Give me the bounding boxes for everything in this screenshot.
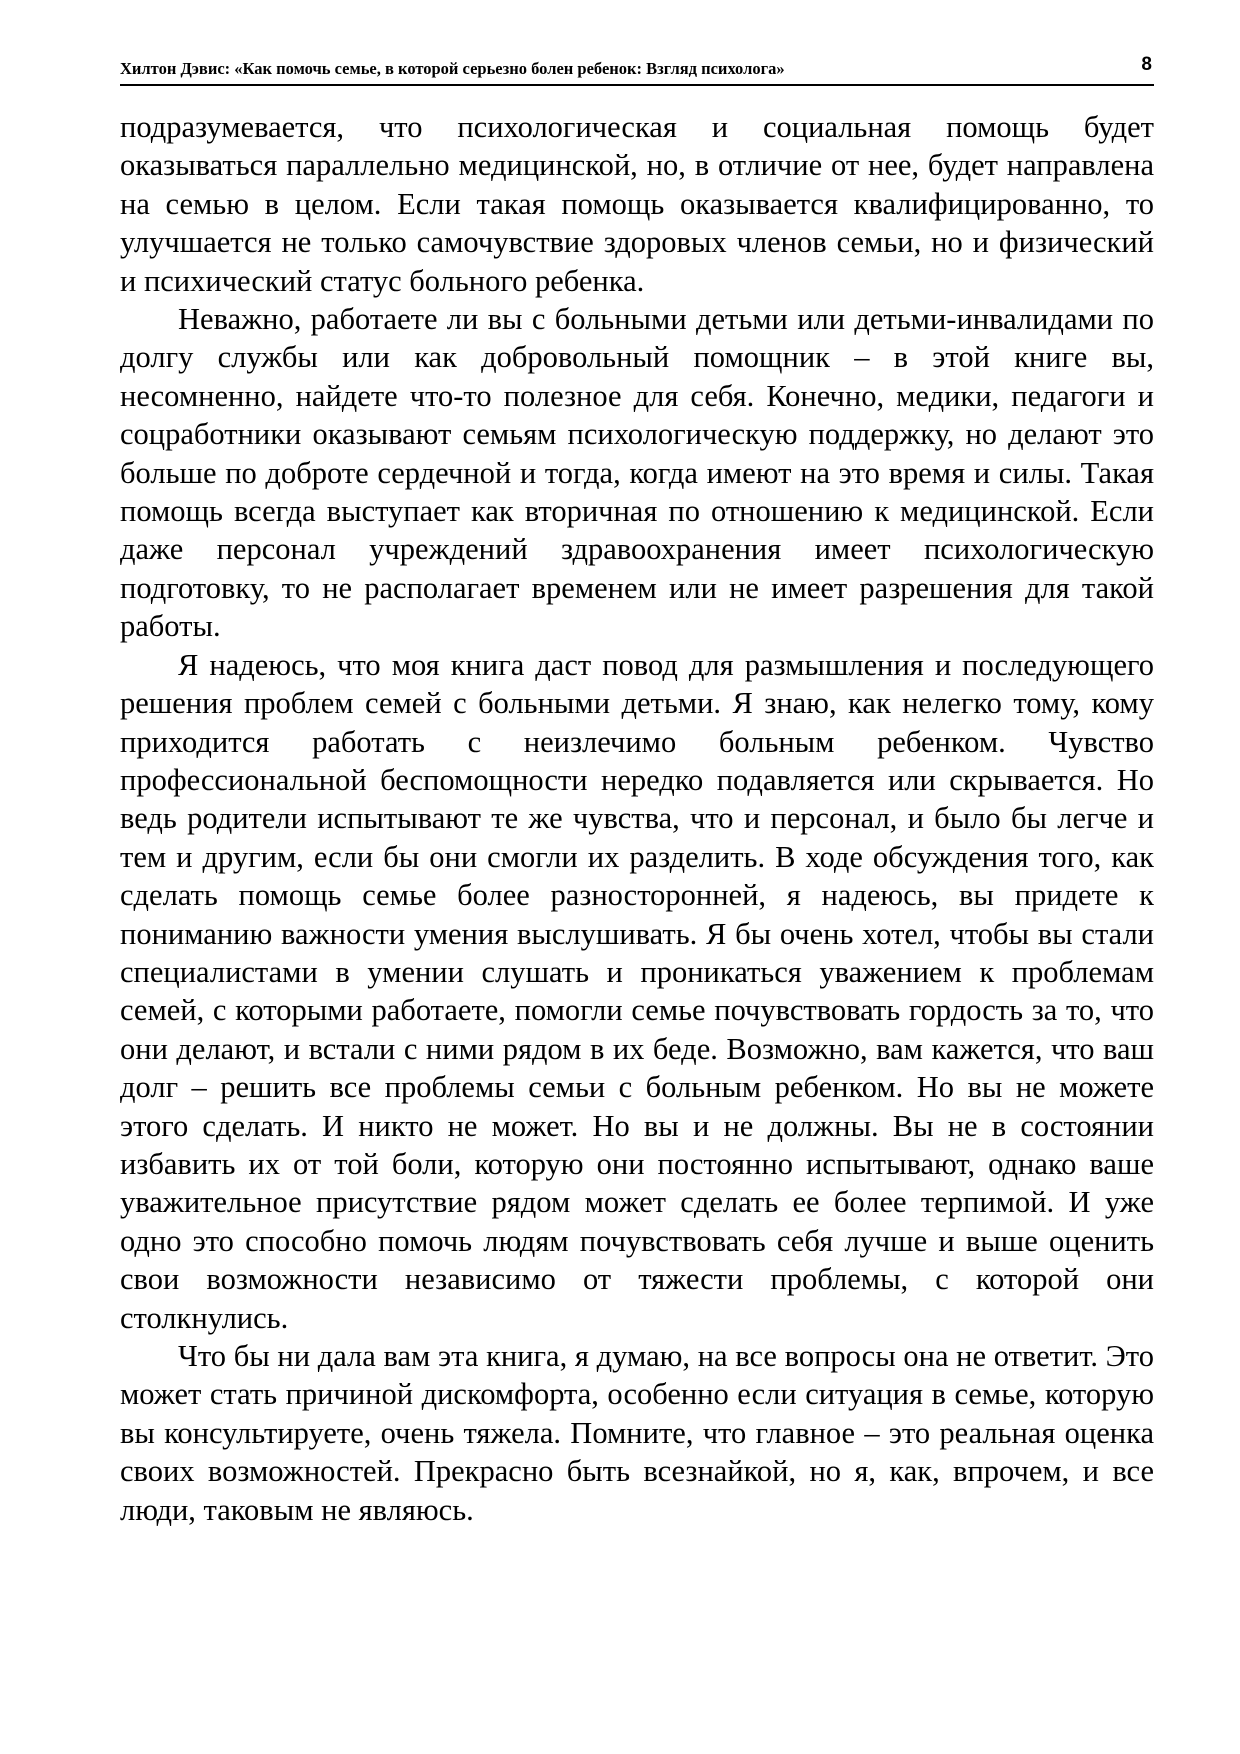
paragraph-1: подразумевается, что психологическая и социальная помощь будет оказываться параллельно медицинской, но, в отличие от нее, будет направлена на семью в целом. Если такая помощь оказывается квалифицированно, то улучшается не только самочувствие здоровых членов семьи, но и физический и психический статус больного ребенка. bbox=[120, 110, 1154, 298]
paragraph-2: Неважно, работаете ли вы с больными детьми или детьми-инвалидами по долгу службы или как добровольный помощник – в этой книге вы, несомненно, найдете что-то полезное для себя. Конечно, медики, педагоги и соцработники оказывают семьям психологическую поддержку, но делают это больше по доброте сердечной и тогда, когда имеют на это время и силы. Такая помощь всегда выступает как вторичная по отношению к медицинской. Если даже персонал учреждений здравоохранения имеет психологическую подготовку, то не располагает временем или не имеет разрешения для такой работы. bbox=[120, 302, 1154, 644]
page-number: 8 bbox=[1141, 54, 1152, 75]
running-header-title: Хилтон Дэвис: «Как помочь семье, в которой серьезно болен ребенок: Взгляд психолога» bbox=[120, 59, 785, 78]
body-text bbox=[120, 108, 1154, 1529]
paragraph-3: Я надеюсь, что моя книга даст повод для размышления и последующего решения проблем семей с больными детьми. Я знаю, как нелегко тому, кому приходится работать с неизлечимо больным ребенком. Чувство профессиональной беспомощности нередко подавляется или скрывается. Но ведь родители испытывают те же чувства, что и персонал, и было бы легче и тем и другим, если бы они смогли их разделить. В ходе обсуждения того, как сделать помощь семье более разносторонней, я надеюсь, вы придете к пониманию важности умения выслушивать. Я бы очень хотел, чтобы вы стали специалистами в умении слушать и проникаться уважением к проблемам семей, с которыми работаете, помогли семье почувствовать гордость за то, что они делают, и встали с ними рядом в их беде. Возможно, вам кажется, что ваш долг – решить все проблемы семьи с больным ребенком. Но вы не можете этого сделать. И никто не может. Но вы и не должны. Вы не в состоянии избавить их от той боли, которую они постоянно испытывают, однако ваше уважительное присутствие рядом может сделать ее более терпимой. И уже одно это способно помочь людям почувствовать себя лучше и выше оценить свои возможности независимо от тяжести проблемы, с которой они столкнулись. bbox=[120, 647, 1154, 1335]
running-header bbox=[120, 56, 1154, 86]
paragraph-4: Что бы ни дала вам эта книга, я думаю, на все вопросы она не ответит. Это может стать причиной дискомфорта, особенно если ситуация в семье, которую вы консультируете, очень тяжела. Помните, что главное – это реальная оценка своих возможностей. Прекрасно быть всезнайкой, но я, как, впрочем, и все люди, таковым не являюсь. bbox=[120, 1339, 1154, 1527]
